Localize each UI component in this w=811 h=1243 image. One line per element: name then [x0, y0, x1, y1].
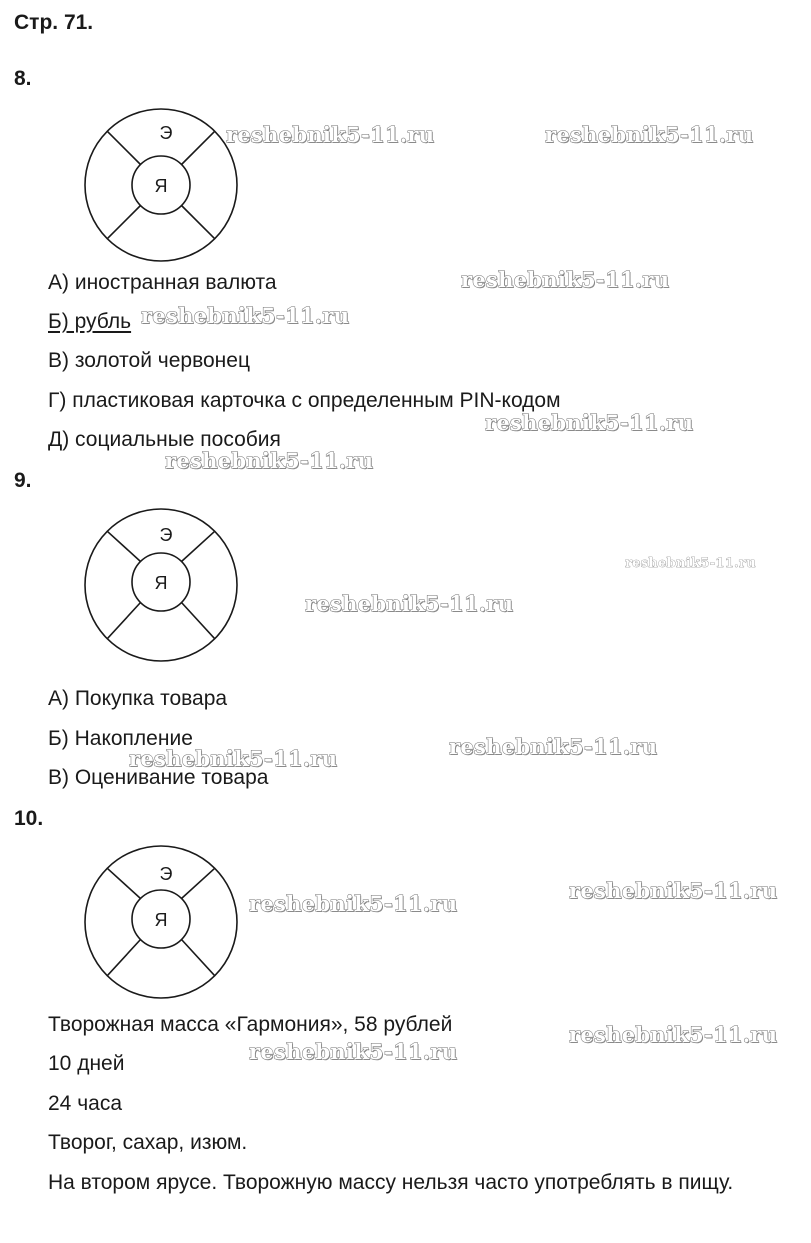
diagram-outer-label: Э — [159, 123, 173, 143]
circle-diagram-q9 — [83, 507, 239, 663]
question-9-number: 9. — [14, 469, 32, 492]
watermark: reshebnik5-11.ru — [485, 410, 694, 435]
watermark: reshebnik5-11.ru — [625, 556, 756, 571]
page-title: Стр. 71. — [14, 11, 94, 34]
diagram-inner-label: Я — [154, 573, 168, 593]
question-10-number: 10. — [14, 807, 44, 830]
answer-10e: На втором ярусе. Творожную массу нельзя часто употреблять в пищу. — [48, 1171, 734, 1194]
diagram-outer-label: Э — [159, 864, 173, 884]
circle-diagram-q8 — [83, 107, 239, 263]
watermark: reshebnik5-11.ru — [449, 734, 658, 759]
answer-10b: 10 дней — [48, 1052, 125, 1075]
answer-9b: Б) Накопление — [48, 727, 193, 750]
watermark: reshebnik5-11.ru — [569, 878, 778, 903]
answer-8d: Г) пластиковая карточка с определенным PIN-кодом — [48, 389, 561, 412]
answer-10d: Творог, сахар, изюм. — [48, 1131, 248, 1154]
diagram-inner-label: Я — [154, 176, 168, 196]
watermark: reshebnik5-11.ru — [141, 303, 350, 328]
watermark: reshebnik5-11.ru — [545, 122, 754, 147]
answer-10a: Творожная масса «Гармония», 58 рублей — [48, 1013, 453, 1036]
watermark: reshebnik5-11.ru — [249, 891, 458, 916]
answer-8e: Д) социальные пособия — [48, 428, 281, 451]
watermark: reshebnik5-11.ru — [461, 267, 670, 292]
watermark: reshebnik5-11.ru — [305, 591, 514, 616]
question-8-number: 8. — [14, 67, 32, 90]
diagram-outer-label: Э — [159, 525, 173, 545]
watermark: reshebnik5-11.ru — [129, 746, 338, 771]
watermark: reshebnik5-11.ru — [569, 1022, 778, 1047]
watermark: reshebnik5-11.ru — [249, 1039, 458, 1064]
answer-10c: 24 часа — [48, 1092, 122, 1115]
diagram-inner-label: Я — [154, 910, 168, 930]
circle-diagram-q10 — [83, 844, 239, 1000]
watermark: reshebnik5-11.ru — [165, 448, 374, 473]
watermark: reshebnik5-11.ru — [226, 122, 435, 147]
answer-8c: В) золотой червонец — [48, 349, 250, 372]
answer-9a: А) Покупка товара — [48, 687, 228, 710]
answer-8b: Б) рубль — [48, 310, 132, 333]
answer-8a: А) иностранная валюта — [48, 271, 277, 294]
answer-9c: В) Оценивание товара — [48, 766, 269, 789]
